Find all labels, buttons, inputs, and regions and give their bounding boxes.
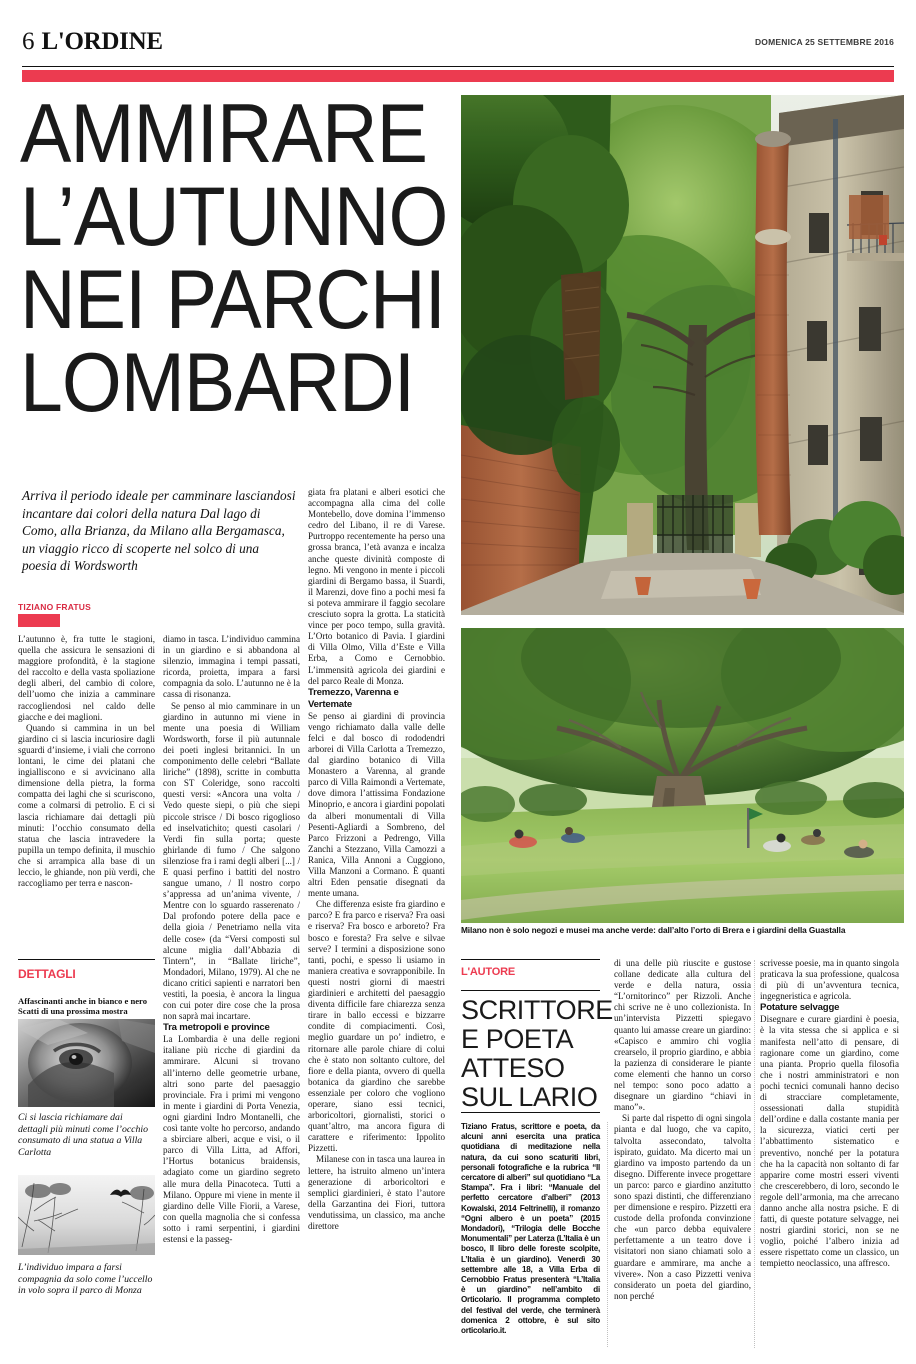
- caption-statue: Ci si lascia richiamare dai dettagli più minuti come l’occhio consumato di una statua a Villa Carlotta: [18, 1112, 149, 1158]
- body-column-3: [308, 487, 445, 1232]
- dettagli-deck-line-1: Affascinanti anche in bianco e nero: [18, 996, 147, 1006]
- page-title: [20, 87, 450, 430]
- dettagli-deck: [18, 996, 155, 1017]
- paragraph: Se penso al mio camminare in un giardino in autunno mi viene in mente una poesia di William Wordsworth, forse il più autunnale dei poeti inglesi britannici. In un componimento delle celebri “Ballate liriche” (1898), scritte in combutta con ST Coleridge, sono raccolti questi versi: «Ancora una volta / Vedo queste siepi, o più che siepi piccole strisce / Di bosco rigoglioso ed inselvatichito; questi casolari / Verdi fin sulla porta; queste ghirlande di fumo / Che salgono silenziose fra i rami degli alberi [...] / E quasi perfino i battiti del nostro sangue umano, / Il nostro corpo s’appressa ad un’anima vivente, / Mentre con lo sguardo rasserenato / Dal profondo potere della pace e della gioia / Penetriamo nella vita delle cose» (da “Versi composti sul alcune miglia dall’Abbazia di Tintern”, in “Ballate liriche”, Mondadori, Milano, 1979). Al che ne dicano critici sapienti e narratori ben vestiti, la poesia, è ancora la lingua con cui poter dire cose che la prosa non saprà mai incartare.: [163, 700, 300, 1022]
- issue-date: DOMENICA 25 SETTEMBRE 2016: [754, 37, 894, 47]
- autore-title-line-3: ATTESO: [461, 1053, 565, 1083]
- photo-park-lawn-graphic: [461, 628, 904, 923]
- photo-main-caption: Milano non è solo negozi e musei ma anche verde: dall’alto l’orto di Brera e i giardini della Guastalla: [461, 925, 846, 935]
- masthead: [22, 28, 894, 58]
- caption-bird: L’individuo impara a farsi compagnia da solo come l’uccello in volo sopra il parco di Monza: [18, 1262, 153, 1297]
- paragraph: scrivesse poesie, ma in quanto singola praticava la sua professione, qualcosa di più di un’avventura tecnica, ingegneristica e agricola.: [760, 958, 899, 1002]
- masthead-red-bar: [22, 70, 894, 82]
- autore-title-line-4: SUL LARIO: [461, 1082, 598, 1112]
- autore-rule-top: [461, 959, 600, 960]
- photo-brera-alley: [461, 95, 904, 615]
- dettagli-rule: [18, 959, 155, 960]
- paragraph: di una delle più riuscite e gustose collane dedicate alla cultura del verde e della natura, ossia “L’ornitorinco” per Rizzoli. Anche chi scrive ne è uno collezionista. In un’intervista Pizzetti spiegavo quanto lui amasse creare un giardino: «Capisco e ammiro chi voglia crearselo, il proprio giardino, e abbia la pazienza di considerare le piante come elementi che hanno un corso nel tempo: sono poco adatto a disegnare un giardino “chiavi in mano”».: [614, 958, 751, 1113]
- byline: TIZIANO FRATUS: [18, 602, 91, 612]
- paragraph: Quando si cammina in un bel giardino ci si lascia incuriosire dagli sguardi d’insieme, i viali che corrono lontani, le cime dei platani che ingialliscono e si avvicinano alla dimensione della pietra, la forma compatta dei laghi che si scuriscono, come a colmarsi di petrolio. E ci si lascia richiamare dai dettagli più minuti: l’occhio consumato della statua che lascia intravedere la pupilla un tempo definita, il muschio che si arrampica alla base di un leccio, le ghiande, non più verdi, che raccogliamo per terra e nascon-: [18, 722, 155, 889]
- autore-bio: Tiziano Fratus, scrittore e poeta, da alcuni anni esercita una pratica quotidiana di meditazione nella natura, da cui sono scaturiti libri, personali fotografiche e la rubrica “Il cercatore di alberi” sul quotidiano “La Stampa”. Fra i libri: “Manuale del perfetto cercatore d’alberi” (2013 Kowalski, 2014 Feltrinelli), il romanzo “Ogni albero è un poeta” (2015 Mondadori), “Trilogia delle Bocche Monumentali” per Laterza (L’Italia è un bosco, Il libro delle foreste scolpite, L’Italia è un giardino). Venerdì 30 settembre alle 18, a Villa Erba di Cernobbio Fratus presenterà “L’Italia è un giardino” nell’ambito di Orticolario. Il programma completo del festival del verde, che terminerà domenica 2 ottobre, è sul sito orticolario.it.: [461, 1122, 600, 1336]
- autore-title: [461, 995, 613, 1112]
- paragraph: Si parte dal rispetto di ogni singola pianta e dal luogo, che va capito, talvolta assecondato, talvolta ispirato, guidato. Ma dicerto mai un giardino va imposto partendo da un disegno. Differente invece progettare un parco: parco e giardino anzitutto sono spazi distinti, che differenziano per dimensione e respiro. Pizzetti era custode della profonda convinzione che «un parco debba equivalere perfettamente a un teatro dove i visitatori non siano chiamati solo a guardare e ammirare, ma anche a vivere». Non a caso Pizzetti veniva considerato un poeta del giardino, non perché: [614, 1113, 751, 1301]
- publication-name: L'ORDINE: [41, 28, 163, 55]
- column-divider-1: [607, 1122, 608, 1347]
- headline-line-2: L’AUTUNNO: [20, 170, 448, 264]
- photo-bird-monza-graphic: [18, 1175, 155, 1255]
- byline-red-block: [18, 614, 60, 627]
- headline-line-1: AMMIRARE: [20, 87, 427, 181]
- dettagli-kicker: DETTAGLI: [18, 967, 76, 981]
- standfirst: Arriva il periodo ideale per camminare lasciandosi incantare dai colori della natura Dal lago di Como, alla Brianza, da Milano alla Bergamasca, un viaggio ricco di scoperte nel solco di una poesia di Wordsworth: [22, 488, 296, 574]
- body-column-2: [163, 634, 300, 1245]
- subheading-potature: Potature selvagge: [760, 1002, 840, 1014]
- body-column-4: [614, 958, 751, 1302]
- column-divider-2: [754, 960, 755, 1348]
- autore-kicker: L'AUTORE: [461, 966, 515, 978]
- dettagli-deck-line-2: Scatti di una prossima mostra: [18, 1006, 128, 1017]
- photo-brera-alley-graphic: [461, 95, 904, 615]
- page-number: 6: [22, 28, 35, 55]
- autore-rule-middle: [461, 1112, 600, 1113]
- body-column-5: [760, 958, 899, 1270]
- paragraph: La Lombardia è una delle regioni italiane più ricche di giardini da ammirare. Alcuni si trovano all’interno delle geometrie urbane, altri sono parte del paesaggio provinciale. Fra i primi mi vengono in mente i giardini di Porta Venezia, ogni giardini Indro Montanelli, che così tante volte ho percorso, andando a sbirciare alberi, acque e visi, o il parco di Villa Litta, ad Affori, l’Hortus botanicus braidensis, adagiato come un giardino segreto alle mura della Pinacoteca. Tutti a Milano. Oppure mi viene in mente il giardino delle Ville Fiorii, a Varese, con quella magnolia che si confessa sotto i rami serpentini, i giardini estensi e la passeg-: [163, 1034, 300, 1244]
- subheading-tra-metropoli: Tra metropoli e province: [163, 1022, 270, 1034]
- photo-bird-monza: [18, 1175, 155, 1255]
- paragraph: Disegnare e curare giardini è poesia, è la vita stessa che si applica e si manifesta nell’atto di pensare, di ragionare come un giardino, come una pianta. Proprio quella filosofia che i nostri amministratori e non pochi tecnici comunali hanno deciso di stracciare completamente, ossessionati dalla stupidità dell’ordine e dalla costante mania per la sicurezza, viatici certi per l’abbattimento sistematico e preventivo, nonché per la potatura che ha la capacità non soltanto di far apparire come mostri esseri viventi che crescerebbero, di loro, secondo le regole dell’armonia, ma che arrecano danno anche alla nostra psiche. E di fatti, di queste potature selvagge, nei nostri giardini storici, non se ne voglio, poiché l’albero inizia ad essere rispettato come un classico, un tempietto neoclassico, una affresco.: [760, 1014, 899, 1269]
- autore-rule-bottom: [461, 990, 600, 991]
- paragraph: L’autunno è, fra tutte le stagioni, quella che assicura le sensazioni di maggiore profondità, è la stagione del raccolto e della vasta spoliazione degli alberi, del cambio di colore, dell’uomo che inizia a camminare raccogliendosi nel caldo delle giacche e dei maglioni.: [18, 634, 155, 722]
- photo-statue-detail: [18, 1019, 155, 1107]
- photo-park-lawn: [461, 628, 904, 923]
- autore-title-line-1: SCRITTORE: [461, 995, 613, 1025]
- photo-statue-detail-graphic: [18, 1019, 155, 1107]
- paragraph: giata fra platani e alberi esotici che accompagna alla cima del colle Montebello, dove domina l’immenso cedro del Libano, il re di Varese. Purtroppo recentemente ha perso una grossa branca, l’età avanza e incalza anche queste divinità composte di legno. Mi vengono in mente i piccoli giardini di Bergamo bassa, il Suardi, il Marenzi, dove fino a pochi mesi fa si poteva ammirare il faggio secolare cresciuto sopra la grotta. La staticità vince per poco tempo, sulla gravità. L’Orto botanico di Pavia. I giardini di Villa Olmo, Villa d’Este e Villa Erba, a Como e Cernobbio. L’immensità agricola dei giardini e del parco Reale di Monza.: [308, 487, 445, 686]
- subheading-tremezzo: Tremezzo, Varenna e Vertemate: [308, 686, 399, 710]
- paragraph: Che differenza esiste fra giardino e parco? E fra parco e riserva? Fra oasi e riserva? Fra bosco e arboreto? Fra bosco e foresta? Fra selve e silvae serve? I termini a disposizione sono tanti, pochi, e spesso li usiamo in maniera creativa e sovrapponibile. In questi nostri giorni di maestri giardinieri e architetti del paesaggio diventa difficile fare chiarezza senza tirare in ballo eccessi e bizzarre condite di compiacimenti. Così, meglio guardare un po’ indietro, e ritornare alle parole chiare di colui che è stato non soltanto cultore, del fiore e della pianta, ovvero di quella botanica da giardino che sarebbe essenziale per coloro che vogliono operare, siano essi tecnici, arboricoltori, giornalisti, storici o quant’altro, ma ancora figura di carattere e riferimento: Ippolito Pizzetti.: [308, 899, 445, 1154]
- autore-title-line-2: E POETA: [461, 1024, 574, 1054]
- body-column-1: [18, 634, 155, 889]
- masthead-rule: [22, 66, 894, 67]
- paragraph: diamo in tasca. L’individuo cammina in un giardino e si abbandona al silenzio, immagina i tempi passati, ricorda, proietta, impara a farsi compagnia da solo. L’autunno ne è la cassa di risonanza.: [163, 634, 300, 700]
- paragraph: Milanese con in tasca una laurea in lettere, ha istruito almeno un’intera generazione di arboricoltori e semplici giardinieri, è stato l’autore della Garzantina dei Fiori, tuttora vendutissima, un classico, ma anche direttore: [308, 1154, 445, 1231]
- headline-line-3: NEI PARCHI: [20, 253, 445, 347]
- paragraph: Se penso ai giardini di provincia vengo richiamato dalla valle delle felci e dal bosco di rododendri arborei di Villa Carlotta a Tremezzo, dal giardino botanico di Villa Monastero a Varenna, al grande parco di Villa Raimondi a Vertemate, dove dimora l’attissima Fondazione Minoprio, e ancora i giardini popolati da alberi monumentali di Villa Pesenti-Agliardi a Sombreno, del Parco Frizzoni a Pedrengo, Villa Zanchi a Stezzano, Villa Camozzi a Ranica, Villa Annoni a Cuggiono, Villa Manzoni a Cormano. È quanti altri Eden pensatie disegnati da mente umana.: [308, 710, 445, 899]
- headline-line-4: LOMBARDI: [20, 336, 415, 430]
